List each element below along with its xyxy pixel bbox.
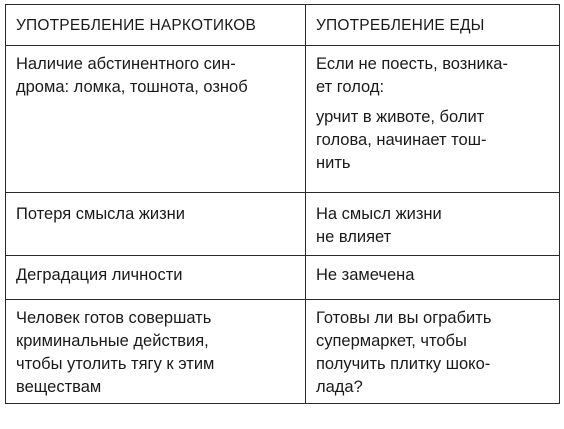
table-row	[6, 46, 560, 193]
cell-text: Человек готов совершать криминальные действия, чтобы утолить тягу к этим веществам	[16, 309, 215, 396]
cell-text: На смысл жизни не влияет	[316, 205, 442, 246]
cell-food	[306, 256, 560, 300]
cell-food	[306, 300, 560, 404]
table-row	[6, 300, 560, 404]
cell-drugs	[6, 193, 306, 256]
header-row	[6, 5, 560, 46]
cell-text: Если не поесть, возника- ет голод:	[316, 55, 508, 96]
cell-drugs	[6, 256, 306, 300]
header-drugs: УПОТРЕБЛЕНИЕ НАРКОТИКОВ	[6, 5, 306, 46]
cell-text: урчит в животе, болит голова, начинает тош- нить	[316, 108, 487, 172]
table-row	[6, 193, 560, 256]
header-food: УПОТРЕБЛЕНИЕ ЕДЫ	[306, 5, 560, 46]
cell-food	[306, 46, 560, 193]
cell-text: Готовы ли вы ограбить супермаркет, чтобы получить плитку шоко- лада?	[316, 309, 492, 396]
cell-drugs	[6, 300, 306, 404]
cell-text: Не замечена	[316, 266, 415, 284]
table-row	[6, 256, 560, 300]
cell-text: Потеря смысла жизни	[16, 205, 185, 223]
cell-food	[306, 193, 560, 256]
cell-text: Деградация личности	[16, 266, 183, 284]
cell-drugs	[6, 46, 306, 193]
cell-text: Наличие абстинентного син- дрома: ломка, тошнота, озноб	[16, 55, 248, 96]
comparison-table	[5, 4, 560, 404]
